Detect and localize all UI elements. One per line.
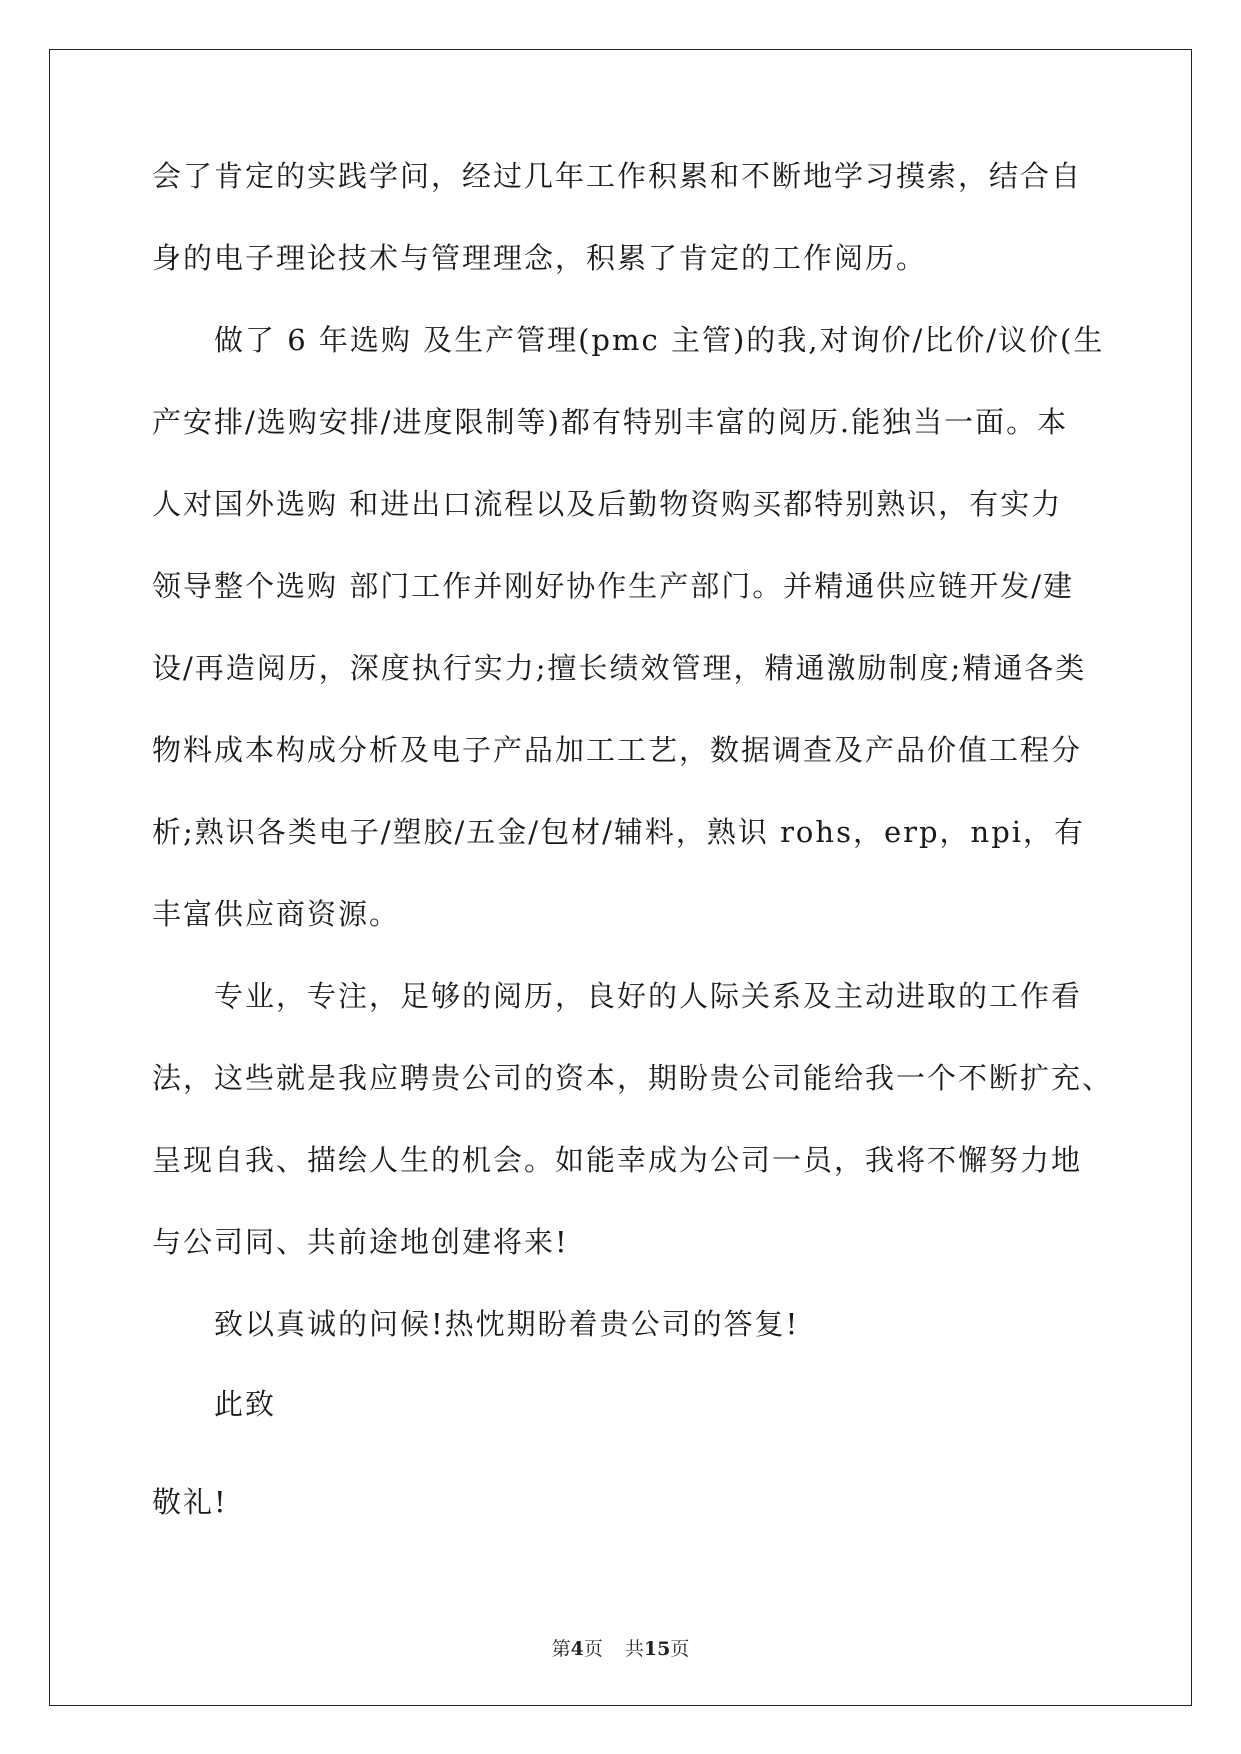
paragraph-line: 人对国外选购 和进出口流程以及后勤物资购买都特别熟识，有实力 [152,487,1063,521]
footer-page-suffix: 页 [583,1638,603,1660]
paragraph-line: 法，这些就是我应聘贵公司的资本，期盼贵公司能给我一个不断扩充、 [152,1061,1114,1095]
paragraph-line: 产安排/选购安排/进度限制等)都有特别丰富的阅历.能独当一面。本 [152,405,1069,439]
page-footer [0,1634,1241,1661]
document-body [152,158,1114,1466]
paragraph-line: 身的电子理论技术与管理理念，积累了肯定的工作阅历。 [152,241,928,275]
paragraph-line: 析;熟识各类电子/塑胶/五金/包材/辅料，熟识 rohs，erp，npi，有 [152,815,1086,849]
paragraph-line: 做了 6 年选购 及生产管理(pmc 主管)的我,对询价/比价/议价(生 [214,323,1105,357]
paragraph-line: 丰富供应商资源。 [152,897,401,931]
footer-total-prefix: 共 [624,1638,644,1660]
closing-salutation: 敬礼! [152,1485,228,1519]
paragraph-line: 设/再造阅历，深度执行实力;擅长绩效管理，精通激励制度;精通各类 [152,651,1087,685]
paragraph-line: 会了肯定的实践学问，经过几年工作积累和不断地学习摸索，结合自 [152,159,1083,193]
footer-page-number: 4 [570,1638,584,1660]
paragraph-line: 物料成本构成分析及电子产品加工工艺，数据调查及产品价值工程分 [152,733,1083,767]
paragraph-line: 与公司同、共前途地创建将来! [152,1225,569,1259]
footer-total-pages: 15 [643,1638,671,1660]
paragraph-line: 呈现自我、描绘人生的机会。如能幸成为公司一员，我将不懈努力地 [152,1143,1083,1177]
paragraph-line: 领导整个选购 部门工作并刚好协作生产部门。并精通供应链开发/建 [152,569,1074,603]
footer-total-suffix: 页 [670,1638,690,1660]
paragraph-line: 专业，专注，足够的阅历，良好的人际关系及主动进取的工作看 [214,979,1083,1013]
footer-page-prefix: 第 [551,1638,571,1660]
paragraph-line: 致以真诚的问候!热忱期盼着贵公司的答复! [214,1307,800,1341]
salutation-line: 此致 [214,1387,277,1421]
